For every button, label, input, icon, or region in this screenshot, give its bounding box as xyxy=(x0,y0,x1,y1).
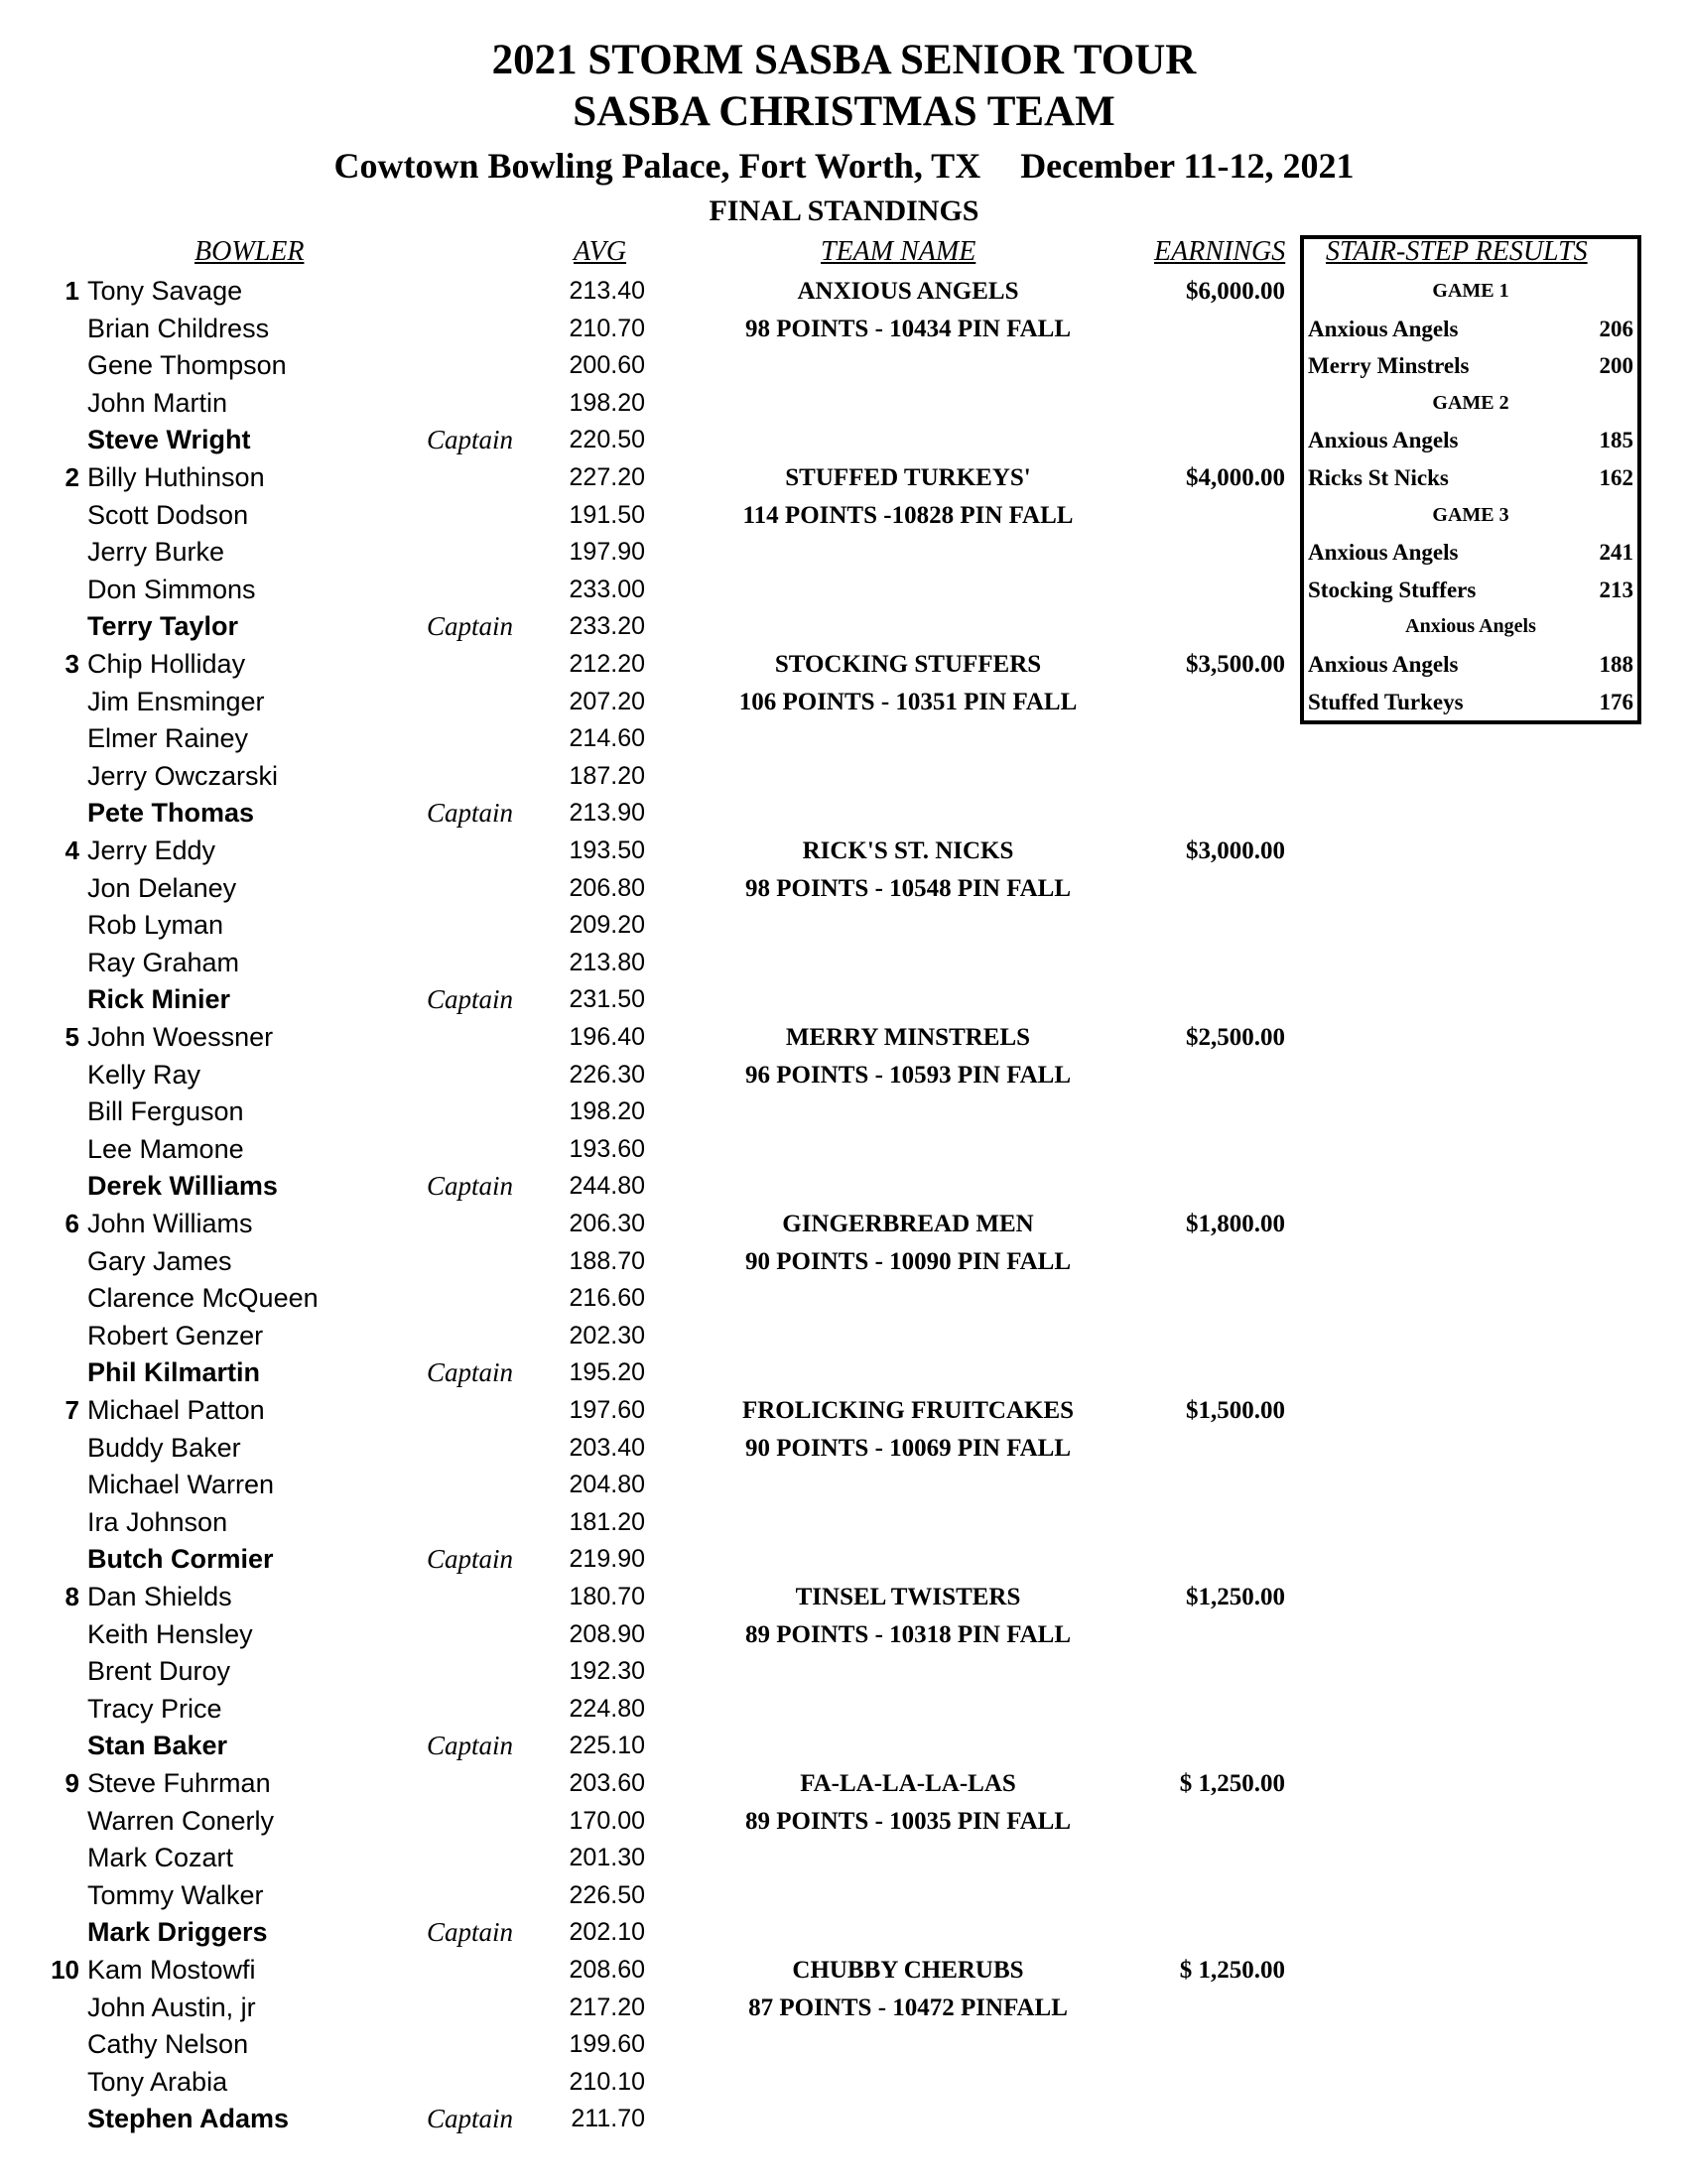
captain-label: Captain xyxy=(427,1731,514,1761)
stairstep-result-row xyxy=(1300,572,1641,608)
stairstep-column-header: STAIR-STEP RESULTS xyxy=(1326,236,1588,267)
team-rank: 7 xyxy=(65,1395,79,1425)
stairstep-result-row xyxy=(1300,684,1641,720)
stairstep-game-heading xyxy=(1300,273,1641,310)
bowler-name: Stan Baker xyxy=(87,1731,228,1761)
game-label: GAME 3 xyxy=(1432,503,1509,526)
bowler-average: 198.20 xyxy=(569,1097,645,1126)
stairstep-team: Merry Minstrels xyxy=(1308,353,1470,379)
bowler-average: 206.80 xyxy=(569,873,645,902)
team-points: 90 POINTS - 10090 PIN FALL xyxy=(744,1247,1072,1275)
team-rank: 3 xyxy=(65,649,79,679)
bowler-average: 208.60 xyxy=(569,1956,645,1984)
bowler-name: Billy Huthinson xyxy=(87,462,265,492)
team-earnings: $3,500.00 xyxy=(1186,651,1285,678)
bowler-row xyxy=(0,981,1688,1018)
bowler-row xyxy=(0,1093,1688,1130)
stairstep-score: 176 xyxy=(1599,689,1633,714)
bowler-average: 208.90 xyxy=(569,1619,645,1648)
bowler-name: Rick Minier xyxy=(87,984,231,1015)
stairstep-game-heading xyxy=(1300,497,1641,534)
bowler-row xyxy=(0,2026,1688,2063)
bowler-average: 203.40 xyxy=(569,1433,645,1462)
bowler-name: John Martin xyxy=(87,387,228,418)
stairstep-game-heading xyxy=(1300,608,1641,645)
bowler-name: Steve Fuhrman xyxy=(87,1768,271,1798)
bowler-row xyxy=(0,2101,1688,2137)
bowler-row xyxy=(0,1019,1688,1056)
bowler-average: 201.30 xyxy=(569,1844,645,1872)
bowler-column-header: BOWLER xyxy=(195,236,305,267)
bowler-name: Warren Conerly xyxy=(87,1805,275,1836)
bowler-average: 213.80 xyxy=(569,948,645,976)
bowler-average: 233.20 xyxy=(569,612,645,641)
stairstep-result-row xyxy=(1300,347,1641,384)
bowler-name: John Woessner xyxy=(87,1022,274,1052)
stairstep-score: 206 xyxy=(1599,316,1633,341)
bowler-name: Gene Thompson xyxy=(87,350,287,381)
bowler-name: Tony Savage xyxy=(87,276,243,306)
game-label: GAME 2 xyxy=(1432,391,1509,414)
bowler-average: 211.70 xyxy=(571,2105,645,2133)
bowler-row xyxy=(0,1057,1688,1093)
bowler-average: 193.60 xyxy=(569,1134,645,1163)
bowler-average: 209.20 xyxy=(569,911,645,940)
bowler-average: 199.60 xyxy=(569,2030,645,2059)
bowler-average: 206.30 xyxy=(569,1210,645,1237)
bowler-name: Kelly Ray xyxy=(87,1059,201,1090)
team-points: 89 POINTS - 10035 PIN FALL xyxy=(744,1807,1072,1835)
bowler-average: 214.60 xyxy=(569,724,645,753)
bowler-average: 203.60 xyxy=(569,1769,645,1797)
bowler-row xyxy=(0,1728,1688,1764)
bowler-average: 220.50 xyxy=(569,426,645,454)
bowler-name: Steve Wright xyxy=(87,425,251,455)
bowler-row xyxy=(0,758,1688,795)
stairstep-result-row xyxy=(1300,311,1641,347)
bowler-average: 231.50 xyxy=(569,985,645,1014)
bowler-average: 216.60 xyxy=(569,1284,645,1313)
bowler-name: Cathy Nelson xyxy=(87,2029,249,2060)
bowler-name: Tony Arabia xyxy=(87,2066,228,2097)
final-standings-heading: FINAL STANDINGS xyxy=(709,194,979,227)
bowler-average: 210.10 xyxy=(569,2067,645,2096)
bowler-name: Terry Taylor xyxy=(87,611,239,642)
bowler-name: John Williams xyxy=(87,1209,253,1238)
captain-label: Captain xyxy=(427,2104,514,2134)
stairstep-score: 213 xyxy=(1599,577,1633,602)
bowler-row xyxy=(0,1243,1688,1280)
venue-date-line xyxy=(0,145,1688,187)
bowler-row xyxy=(0,1354,1688,1391)
team-column-header: TEAM NAME xyxy=(821,236,976,267)
team-name: RICK'S ST. NICKS xyxy=(802,837,1014,864)
bowler-average: 202.30 xyxy=(569,1321,645,1349)
team-rank: 10 xyxy=(51,1955,79,1985)
bowler-name: Bill Ferguson xyxy=(87,1096,244,1127)
captain-label: Captain xyxy=(427,798,514,829)
bowler-name: Butch Cormier xyxy=(87,1544,274,1575)
captain-label: Captain xyxy=(427,1544,514,1575)
bowler-name: Tommy Walker xyxy=(87,1879,264,1910)
bowler-name: Kam Mostowfi xyxy=(87,1955,256,1985)
bowler-name: Ray Graham xyxy=(87,947,240,977)
bowler-row xyxy=(0,1467,1688,1503)
bowler-row xyxy=(0,1877,1688,1914)
bowler-name: Robert Genzer xyxy=(87,1320,264,1350)
team-earnings: $4,000.00 xyxy=(1186,464,1285,491)
bowler-average: 195.20 xyxy=(569,1358,645,1387)
team-name: ANXIOUS ANGELS xyxy=(797,278,1019,305)
bowler-name: Keith Hensley xyxy=(87,1618,253,1649)
event-title: SASBA CHRISTMAS TEAM xyxy=(573,88,1115,135)
bowler-name: Mark Driggers xyxy=(87,1917,268,1948)
stairstep-team: Ricks St Nicks xyxy=(1308,465,1449,490)
bowler-average: 204.80 xyxy=(569,1471,645,1499)
stairstep-game-heading xyxy=(1300,385,1641,422)
bowler-name: Dan Shields xyxy=(87,1582,232,1611)
stairstep-team: Anxious Angels xyxy=(1308,540,1459,566)
bowler-row xyxy=(0,1541,1688,1578)
team-name: STOCKING STUFFERS xyxy=(774,651,1042,678)
team-rank: 1 xyxy=(65,276,79,306)
stairstep-result-row xyxy=(1300,646,1641,683)
bowler-name: Brian Childress xyxy=(87,313,270,343)
bowler-average: 213.40 xyxy=(569,277,645,305)
bowler-row xyxy=(0,2064,1688,2101)
team-rank: 5 xyxy=(65,1022,79,1052)
bowler-row xyxy=(0,1131,1688,1168)
bowler-row xyxy=(0,1168,1688,1205)
bowler-average: 210.70 xyxy=(569,314,645,342)
bowler-average: 217.20 xyxy=(569,1992,645,2021)
bowler-average: 212.20 xyxy=(569,650,645,678)
bowler-row xyxy=(0,1616,1688,1653)
bowler-name: Scott Dodson xyxy=(87,499,249,530)
bowler-row xyxy=(0,1504,1688,1541)
team-earnings: $ 1,250.00 xyxy=(1179,1770,1285,1797)
stairstep-score: 200 xyxy=(1599,353,1633,379)
bowler-name: Elmer Rainey xyxy=(87,723,249,754)
bowler-name: Jerry Owczarski xyxy=(87,760,279,791)
bowler-row xyxy=(0,1990,1688,2026)
captain-label: Captain xyxy=(427,984,514,1015)
team-name: STUFFED TURKEYS' xyxy=(785,464,1031,491)
bowler-name: Michael Warren xyxy=(87,1470,275,1500)
bowler-average: 225.10 xyxy=(569,1732,645,1760)
team-points: 98 POINTS - 10434 PIN FALL xyxy=(744,315,1072,342)
stairstep-team: Stocking Stuffers xyxy=(1308,577,1477,602)
bowler-name: Derek Williams xyxy=(87,1171,278,1202)
bowler-average: 200.60 xyxy=(569,351,645,380)
bowler-row xyxy=(0,1914,1688,1951)
bowler-name: Gary James xyxy=(87,1245,232,1276)
bowler-name: Buddy Baker xyxy=(87,1432,241,1463)
bowler-name: John Austin, jr xyxy=(87,1991,256,2022)
bowler-row xyxy=(0,1653,1688,1690)
team-rank: 8 xyxy=(65,1582,79,1611)
bowler-average: 226.50 xyxy=(569,1880,645,1909)
team-name: FA-LA-LA-LA-LAS xyxy=(800,1770,1016,1797)
captain-label: Captain xyxy=(427,1171,514,1202)
team-name: GINGERBREAD MEN xyxy=(782,1211,1034,1237)
team-rank: 2 xyxy=(65,462,79,492)
bowler-name: Jon Delaney xyxy=(87,872,237,903)
team-points: 96 POINTS - 10593 PIN FALL xyxy=(744,1061,1072,1089)
team-points: 89 POINTS - 10318 PIN FALL xyxy=(744,1620,1072,1648)
bowler-name: Clarence McQueen xyxy=(87,1283,319,1314)
stairstep-team: Anxious Angels xyxy=(1308,316,1459,341)
bowler-row xyxy=(0,1392,1688,1429)
bowler-name: Chip Holliday xyxy=(87,649,246,679)
bowler-row xyxy=(0,1803,1688,1840)
stairstep-score: 185 xyxy=(1599,428,1633,453)
bowler-name: Phil Kilmartin xyxy=(87,1357,261,1388)
earnings-column-header: EARNINGS xyxy=(1154,236,1286,267)
bowler-row xyxy=(0,1318,1688,1354)
bowler-row xyxy=(0,1206,1688,1242)
stairstep-team: Anxious Angels xyxy=(1308,652,1459,677)
captain-label: Captain xyxy=(427,611,514,642)
bowler-row xyxy=(0,720,1688,757)
bowler-average: 197.90 xyxy=(569,538,645,567)
captain-label: Captain xyxy=(427,1917,514,1948)
avg-column-header: AVG xyxy=(574,236,627,267)
bowler-name: Brent Duroy xyxy=(87,1656,231,1687)
bowler-row xyxy=(0,907,1688,944)
team-earnings: $3,000.00 xyxy=(1186,837,1285,864)
bowler-row xyxy=(0,870,1688,907)
team-points: 114 POINTS -10828 PIN FALL xyxy=(742,501,1074,529)
team-rank: 4 xyxy=(65,835,79,865)
team-earnings: $ 1,250.00 xyxy=(1179,1957,1285,1984)
stairstep-team: Stuffed Turkeys xyxy=(1308,689,1464,714)
venue: Cowtown Bowling Palace, Fort Worth, TX xyxy=(333,146,981,186)
stairstep-result-row xyxy=(1300,459,1641,496)
bowler-average: 226.30 xyxy=(569,1060,645,1089)
bowler-name: Ira Johnson xyxy=(87,1506,228,1537)
team-points: 90 POINTS - 10069 PIN FALL xyxy=(744,1434,1072,1462)
team-points: 98 POINTS - 10548 PIN FALL xyxy=(744,874,1072,902)
bowler-average: 202.10 xyxy=(569,1918,645,1947)
team-rank: 9 xyxy=(65,1768,79,1798)
bowler-name: Don Simmons xyxy=(87,574,256,604)
team-points: 106 POINTS - 10351 PIN FALL xyxy=(738,688,1078,715)
bowler-name: Rob Lyman xyxy=(87,910,224,941)
bowler-average: 193.50 xyxy=(569,836,645,864)
bowler-average: 227.20 xyxy=(569,463,645,491)
team-name: TINSEL TWISTERS xyxy=(795,1584,1021,1610)
bowler-name: Michael Patton xyxy=(87,1395,265,1425)
bowler-average: 191.50 xyxy=(569,500,645,529)
stairstep-result-row xyxy=(1300,422,1641,458)
bowler-row xyxy=(0,833,1688,869)
bowler-average: 198.20 xyxy=(569,388,645,417)
captain-label: Captain xyxy=(427,1357,514,1388)
bowler-row xyxy=(0,795,1688,832)
bowler-name: Jim Ensminger xyxy=(87,686,265,716)
bowler-average: 181.20 xyxy=(569,1507,645,1536)
team-name: MERRY MINSTRELS xyxy=(785,1024,1031,1051)
bowler-average: 192.30 xyxy=(569,1657,645,1686)
stairstep-result-row xyxy=(1300,534,1641,571)
team-name: CHUBBY CHERUBS xyxy=(792,1957,1024,1984)
bowler-average: 196.40 xyxy=(569,1023,645,1051)
bowler-name: Jerry Eddy xyxy=(87,835,216,865)
team-earnings: $1,500.00 xyxy=(1186,1397,1285,1424)
bowler-average: 197.60 xyxy=(569,1396,645,1424)
bowler-name: Pete Thomas xyxy=(87,798,255,829)
bowler-average: 187.20 xyxy=(569,761,645,790)
team-earnings: $1,250.00 xyxy=(1186,1584,1285,1610)
bowler-average: 213.90 xyxy=(569,799,645,828)
bowler-row xyxy=(0,1280,1688,1317)
tour-title: 2021 STORM SASBA SENIOR TOUR xyxy=(491,37,1197,83)
bowler-name: Mark Cozart xyxy=(87,1843,234,1873)
bowler-average: 188.70 xyxy=(569,1246,645,1275)
bowler-name: Tracy Price xyxy=(87,1693,222,1724)
bowler-row xyxy=(0,1430,1688,1467)
game-label: Anxious Angels xyxy=(1405,615,1536,638)
stairstep-score: 162 xyxy=(1599,465,1633,490)
event-dates: December 11-12, 2021 xyxy=(1020,146,1355,186)
team-earnings: $6,000.00 xyxy=(1186,278,1285,305)
bowler-average: 224.80 xyxy=(569,1694,645,1723)
bowler-name: Stephen Adams xyxy=(87,2104,290,2134)
team-name: FROLICKING FRUITCAKES xyxy=(741,1397,1075,1424)
game-label: GAME 1 xyxy=(1432,280,1509,302)
bowler-average: 219.90 xyxy=(569,1545,645,1574)
stairstep-score: 241 xyxy=(1599,540,1633,566)
bowler-row xyxy=(0,1840,1688,1876)
bowler-average: 180.70 xyxy=(569,1583,645,1610)
team-points: 87 POINTS - 10472 PINFALL xyxy=(748,1993,1068,2021)
bowler-row xyxy=(0,1952,1688,1989)
stairstep-team: Anxious Angels xyxy=(1308,428,1459,453)
bowler-row xyxy=(0,1691,1688,1728)
bowler-row xyxy=(0,1579,1688,1615)
team-earnings: $2,500.00 xyxy=(1186,1024,1285,1051)
bowler-name: Lee Mamone xyxy=(87,1133,244,1164)
stairstep-score: 188 xyxy=(1599,652,1633,677)
bowler-average: 233.00 xyxy=(569,575,645,603)
team-rank: 6 xyxy=(65,1209,79,1238)
bowler-average: 207.20 xyxy=(569,687,645,715)
bowler-average: 170.00 xyxy=(569,1806,645,1835)
team-earnings: $1,800.00 xyxy=(1186,1211,1285,1237)
bowler-row xyxy=(0,1765,1688,1802)
captain-label: Captain xyxy=(427,425,514,455)
bowler-average: 244.80 xyxy=(569,1172,645,1201)
bowler-name: Jerry Burke xyxy=(87,537,225,568)
bowler-row xyxy=(0,945,1688,981)
